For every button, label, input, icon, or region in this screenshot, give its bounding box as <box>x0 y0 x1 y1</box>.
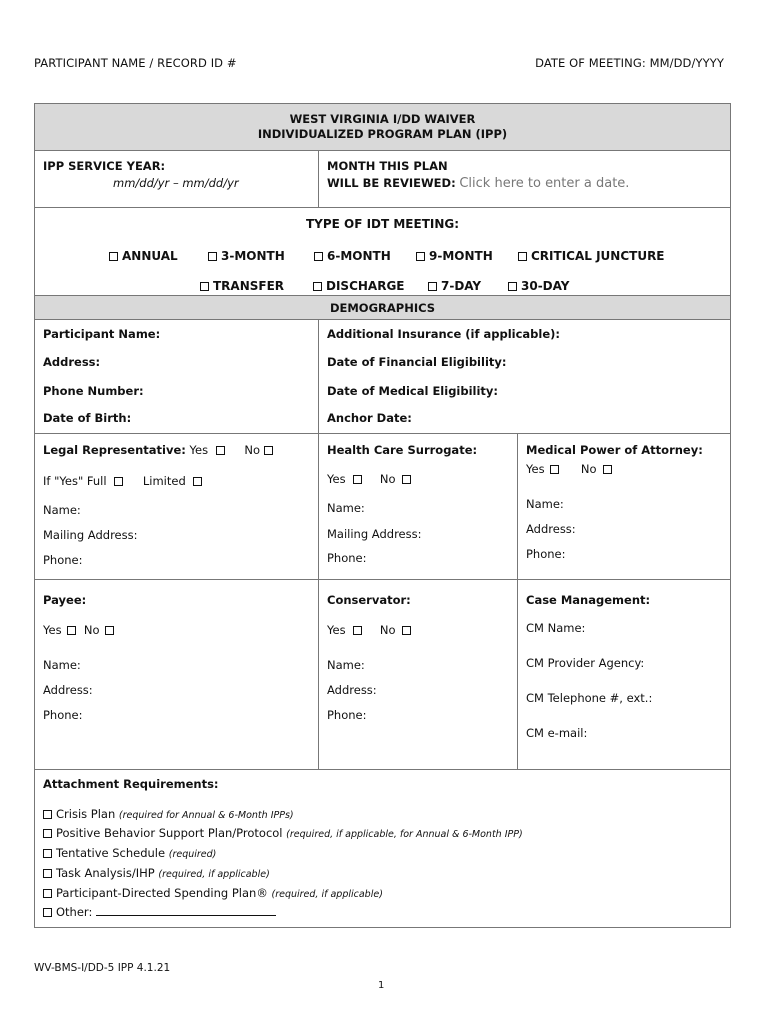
legal-rep-yes: Yes <box>189 443 209 457</box>
form-title <box>35 104 730 151</box>
participant-name-field[interactable]: Participant Name: <box>43 327 161 341</box>
checkbox-icon[interactable] <box>314 252 323 261</box>
legal-representative-cell <box>35 434 318 579</box>
financial-eligibility-field[interactable]: Date of Financial Eligibility: <box>327 355 507 369</box>
surrogate-yes: Yes <box>327 472 346 486</box>
payee-phone-field[interactable]: Phone: <box>43 708 83 722</box>
legal-rep-if-yes: If "Yes" Full <box>43 474 107 488</box>
poa-yes-checkbox[interactable] <box>550 465 559 474</box>
conservator-yes: Yes <box>327 623 346 637</box>
poa-phone-field[interactable]: Phone: <box>526 547 566 561</box>
checkbox-icon[interactable] <box>208 252 217 261</box>
other-blank-line[interactable] <box>96 905 276 916</box>
conservator-no: No <box>379 623 396 637</box>
checkbox-icon[interactable] <box>43 810 52 819</box>
checkbox-icon[interactable] <box>43 849 52 858</box>
ipp-form <box>34 103 731 928</box>
review-cell <box>318 151 730 207</box>
conservator-phone-field[interactable]: Phone: <box>327 708 367 722</box>
meeting-type-row <box>35 208 730 296</box>
checkbox-icon[interactable] <box>43 869 52 878</box>
medical-eligibility-field[interactable]: Date of Medical Eligibility: <box>327 384 499 398</box>
legal-rep-yes-checkbox[interactable] <box>216 446 225 455</box>
checkbox-icon[interactable] <box>508 282 517 291</box>
surrogate-no: No <box>379 472 396 486</box>
surrogate-phone-field[interactable]: Phone: <box>327 551 367 565</box>
demographics-left <box>35 320 318 433</box>
date-of-meeting-header: DATE OF MEETING: MM/DD/YYYY <box>535 56 724 70</box>
conservator-name-field[interactable]: Name: <box>327 658 365 672</box>
conservator-label: Conservator: <box>327 593 411 607</box>
attachment-pbs-plan[interactable]: Positive Behavior Support Plan/Protocol (required, if applicable, for Annual & 6-Month IPP) <box>43 826 523 840</box>
meeting-option-3-month[interactable]: 3-MONTH <box>208 249 285 263</box>
form-title-line1: WEST VIRGINIA I/DD WAIVER <box>289 112 476 126</box>
poa-name-field[interactable]: Name: <box>526 497 564 511</box>
review-date-picker[interactable]: Click here to enter a date. <box>459 176 630 191</box>
legal-rep-no: No <box>244 443 261 457</box>
demographics-body <box>35 320 730 434</box>
review-label-line1: MONTH THIS PLAN <box>327 159 448 173</box>
legal-rep-phone-field[interactable]: Phone: <box>43 553 83 567</box>
anchor-date-field[interactable]: Anchor Date: <box>327 411 412 425</box>
payee-name-field[interactable]: Name: <box>43 658 81 672</box>
meeting-option-30-day[interactable]: 30-DAY <box>508 279 569 293</box>
attachment-crisis-plan[interactable]: Crisis Plan (required for Annual & 6-Month IPPs) <box>43 807 294 821</box>
checkbox-icon[interactable] <box>43 829 52 838</box>
cm-name-field[interactable]: CM Name: <box>526 621 586 635</box>
attachment-tentative-schedule[interactable]: Tentative Schedule (required) <box>43 846 216 860</box>
page-number: 1 <box>378 980 385 991</box>
checkbox-icon[interactable] <box>109 252 118 261</box>
conservator-no-checkbox[interactable] <box>402 626 411 635</box>
payee-cell <box>35 580 318 769</box>
service-year-value[interactable]: mm/dd/yr – mm/dd/yr <box>113 176 239 190</box>
checkbox-icon[interactable] <box>43 889 52 898</box>
cm-email-field[interactable]: CM e-mail: <box>526 726 588 740</box>
cm-agency-field[interactable]: CM Provider Agency: <box>526 656 645 670</box>
legal-rep-name-field[interactable]: Name: <box>43 503 81 517</box>
surrogate-yes-checkbox[interactable] <box>353 475 362 484</box>
checkbox-icon[interactable] <box>428 282 437 291</box>
conservator-yes-checkbox[interactable] <box>353 626 362 635</box>
poa-no-checkbox[interactable] <box>603 465 612 474</box>
attachments-row <box>35 770 730 927</box>
attachment-spending-plan[interactable]: Participant-Directed Spending Plan® (required, if applicable) <box>43 886 383 900</box>
representatives-row <box>35 434 730 580</box>
payee-no: No <box>83 623 100 637</box>
checkbox-icon[interactable] <box>313 282 322 291</box>
medical-poa-cell <box>517 434 730 579</box>
meeting-option-critical-juncture[interactable]: CRITICAL JUNCTURE <box>518 249 665 263</box>
legal-rep-full-checkbox[interactable] <box>114 477 123 486</box>
address-field[interactable]: Address: <box>43 355 101 369</box>
conservator-address-field[interactable]: Address: <box>327 683 377 697</box>
attachment-other[interactable]: Other: <box>43 905 276 919</box>
legal-rep-limited: Limited <box>142 474 186 488</box>
payee-row <box>35 580 730 770</box>
form-id: WV-BMS-I/DD-5 IPP 4.1.21 <box>34 962 171 974</box>
case-mgmt-label: Case Management: <box>526 593 651 607</box>
date-of-birth-field[interactable]: Date of Birth: <box>43 411 132 425</box>
poa-address-field[interactable]: Address: <box>526 522 576 536</box>
meeting-option-discharge[interactable]: DISCHARGE <box>313 279 405 293</box>
poa-no: No <box>580 462 597 476</box>
health-care-surrogate-cell <box>318 434 517 579</box>
payee-no-checkbox[interactable] <box>105 626 114 635</box>
checkbox-icon[interactable] <box>43 908 52 917</box>
additional-insurance-field[interactable]: Additional Insurance (if applicable): <box>327 327 560 341</box>
meeting-option-9-month[interactable]: 9-MONTH <box>416 249 493 263</box>
surrogate-no-checkbox[interactable] <box>402 475 411 484</box>
payee-label: Payee: <box>43 593 87 607</box>
checkbox-icon[interactable] <box>518 252 527 261</box>
legal-rep-no-checkbox[interactable] <box>264 446 273 455</box>
legal-rep-mailing-field[interactable]: Mailing Address: <box>43 528 138 542</box>
service-year-cell <box>35 151 318 207</box>
attachments-title: Attachment Requirements: <box>43 777 219 791</box>
checkbox-icon[interactable] <box>416 252 425 261</box>
checkbox-icon[interactable] <box>200 282 209 291</box>
phone-number-field[interactable]: Phone Number: <box>43 384 144 398</box>
demographics-header: DEMOGRAPHICS <box>35 296 730 320</box>
service-year-row <box>35 151 730 208</box>
meeting-option-transfer[interactable]: TRANSFER <box>200 279 284 293</box>
surrogate-label: Health Care Surrogate: <box>327 443 478 457</box>
conservator-cell <box>318 580 517 769</box>
payee-yes: Yes <box>43 623 62 637</box>
surrogate-mailing-field[interactable]: Mailing Address: <box>327 527 422 541</box>
surrogate-name-field[interactable]: Name: <box>327 501 365 515</box>
meeting-option-6-month[interactable]: 6-MONTH <box>314 249 391 263</box>
meeting-type-title: TYPE OF IDT MEETING: <box>305 217 460 231</box>
poa-label: Medical Power of Attorney: <box>526 443 703 457</box>
review-label-line2: WILL BE REVIEWED: <box>327 176 456 190</box>
attachment-task-analysis[interactable]: Task Analysis/IHP (required, if applicable) <box>43 866 270 880</box>
service-year-label: IPP SERVICE YEAR: <box>43 159 166 173</box>
cm-telephone-field[interactable]: CM Telephone #, ext.: <box>526 691 653 705</box>
legal-rep-label: Legal Representative: <box>43 443 186 457</box>
form-title-line2: INDIVIDUALIZED PROGRAM PLAN (IPP) <box>257 127 508 141</box>
meeting-option-annual[interactable]: ANNUAL <box>109 249 178 263</box>
meeting-option-7-day[interactable]: 7-DAY <box>428 279 481 293</box>
legal-rep-limited-checkbox[interactable] <box>193 477 202 486</box>
participant-name-header: PARTICIPANT NAME / RECORD ID # <box>34 56 237 70</box>
payee-address-field[interactable]: Address: <box>43 683 93 697</box>
demographics-right <box>318 320 730 433</box>
payee-yes-checkbox[interactable] <box>67 626 76 635</box>
case-management-cell <box>517 580 730 769</box>
poa-yes: Yes <box>526 462 545 476</box>
